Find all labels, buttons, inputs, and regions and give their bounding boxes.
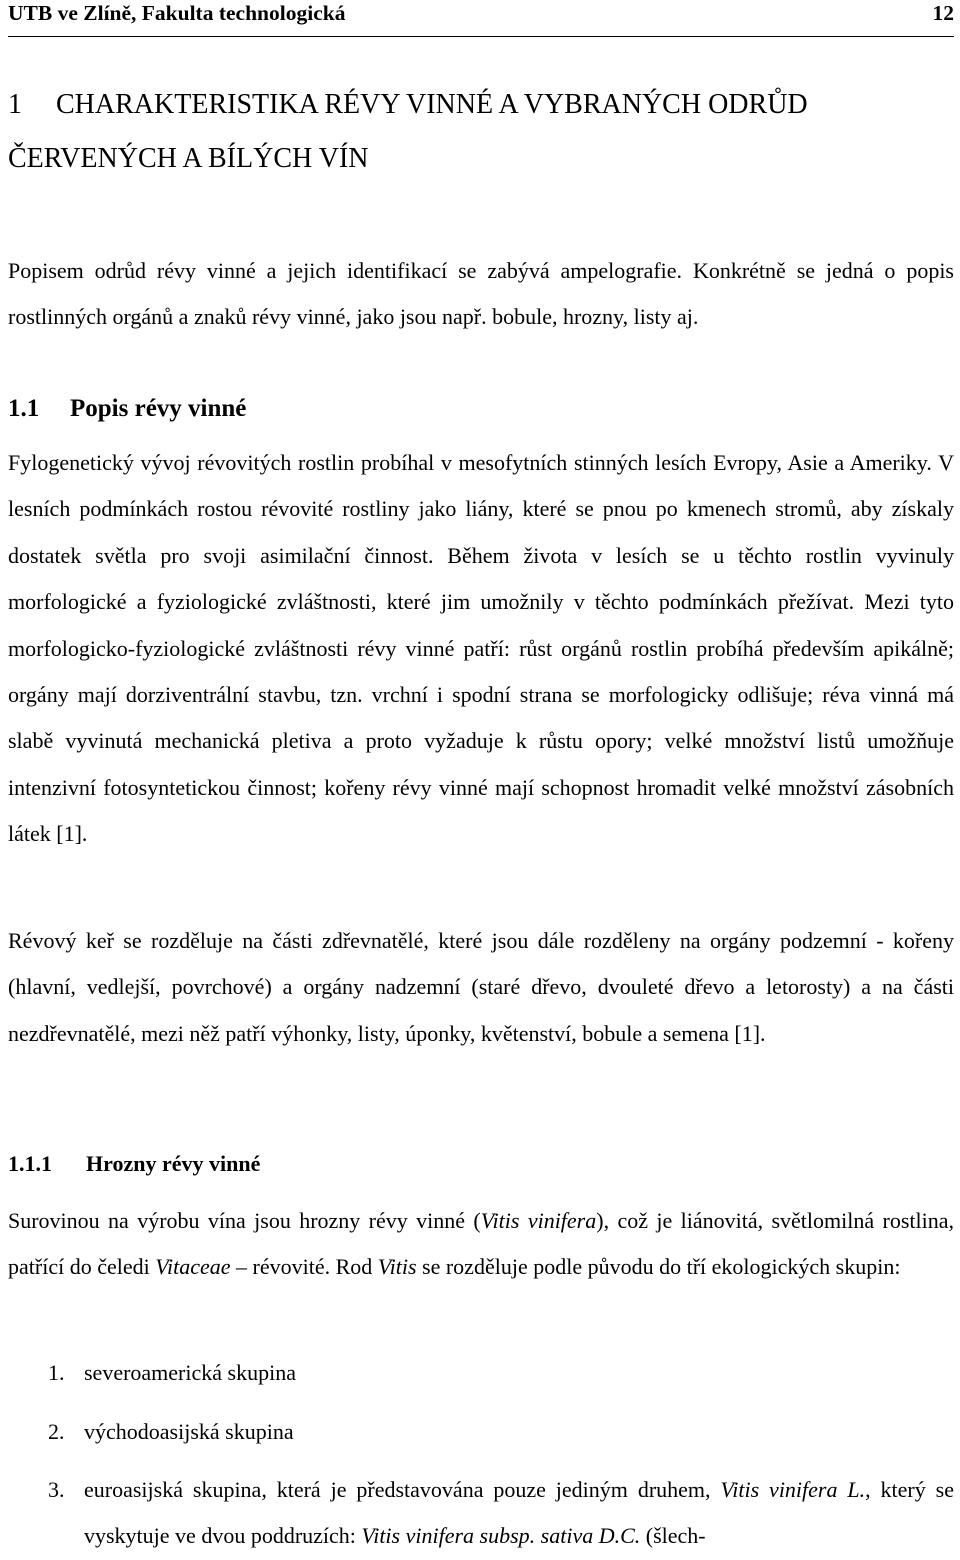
text-run: – révovité. Rod xyxy=(230,1254,378,1280)
list-item xyxy=(8,1409,954,1455)
section-title: Popis révy vinné xyxy=(70,395,247,422)
chapter-number: 1 xyxy=(8,89,22,120)
italic-genus-name: Vitis xyxy=(377,1254,417,1280)
italic-species-name: Vitis vinifera L. xyxy=(720,1477,866,1502)
chapter-heading xyxy=(8,78,954,186)
italic-species-name: Vitis vinifera xyxy=(480,1208,597,1233)
text-run: (šlech- xyxy=(640,1523,706,1549)
header-institution: UTB ve Zlíně, Fakultа technologická xyxy=(8,1,346,25)
list-item-number: 1. xyxy=(48,1360,65,1385)
list-item xyxy=(8,1350,954,1396)
subsection-number: 1.1.1 xyxy=(8,1151,52,1176)
intro-paragraph: Popisem odrůd révy vinné a jejich identifikací se zabývá ampelografie. Konkrétně se jedná o popis rostlinných orgánů a znaků révy vinné, jako jsou např. bobule, hrozny, listy aj. xyxy=(8,258,954,329)
text-run: , který se vyskytuje ve dvou poddruzích: xyxy=(84,1477,954,1549)
text-run: euroasijská skupina, která je představována pouze jediným druhem, xyxy=(84,1477,721,1502)
section-number: 1.1 xyxy=(8,395,40,422)
list-item-number: 2. xyxy=(48,1419,65,1444)
text-run: ), což je liánovitá, světlomilná rostlina, patřící do čeledi xyxy=(8,1208,954,1280)
running-header xyxy=(8,0,954,37)
raw-material-paragraph xyxy=(8,1198,954,1291)
italic-subspecies-name: Vitis vinifera subsp. sativa D.C. xyxy=(361,1523,641,1549)
list-item-number: 3. xyxy=(48,1477,65,1502)
text-run: Surovinou na výrobu vína jsou hrozny révy vinné ( xyxy=(8,1208,481,1233)
list-item-text: severoamerická skupina xyxy=(84,1360,296,1385)
header-page-number: 12 xyxy=(932,1,954,25)
italic-family-name: Vitaceae xyxy=(155,1254,231,1280)
subsection-title: Hrozny révy vinné xyxy=(86,1151,261,1176)
text-run: se rozděluje podle původu do tří ekologických skupin: xyxy=(416,1254,901,1280)
list-item-text: východoasijská skupina xyxy=(84,1419,294,1444)
vine-parts-paragraph: Révový keř se rozděluje na části zdřevnatělé, které jsou dále rozděleny na orgány podzemní - kořeny (hlavní, vedlejší, povrchové) a orgány nadzemní (staré dřevo, dvouleté dřevo a letorosty) a na části nezdřevnatělé, mezi něž patří výhonky, listy, úponky, květenství, bobule a semena [1]. xyxy=(8,928,954,1046)
section-heading xyxy=(8,386,246,432)
chapter-title-line2: ČERVENÝCH A BÍLÝCH VÍN xyxy=(8,143,369,174)
subsection-heading xyxy=(8,1141,260,1187)
list-item xyxy=(8,1467,954,1560)
phylogeny-paragraph: Fylogenetický vývoj révovitých rostlin probíhal v mesofytních stinných lesích Evropy, Asie a Ameriky. V lesních podmínkách rostou révovité rostliny jako liány, které se pnou po kmenech stromů, aby získaly dostatek světla pro svoji asimilační činnost. Během života v lesích se u těchto rostlin vyvinuly morfologické a fyziologické zvláštnosti, které jim umožnily v těchto podmínkách přežívat. Mezi tyto morfologicko-fyziologické zvláštnosti révy vinné patří: růst orgánů rostlin probíhá především apikálně; orgány mají dorziventrální stavbu, tzn. vrchní i spodní strana se morfologicky odlišuje; réva vinná má slabě vyvinutá mechanická pletiva a proto vyžaduje k růstu opory; velké množství listů umožňuje intenzivní fotosyntetickou činnost; kořeny révy vinné mají schopnost hromadit velké množství zásobních látek [1]. xyxy=(8,450,954,847)
chapter-title-line1: CHARAKTERISTIKA RÉVY VINNÉ A VYBRANÝCH ODRŮD xyxy=(56,89,808,120)
